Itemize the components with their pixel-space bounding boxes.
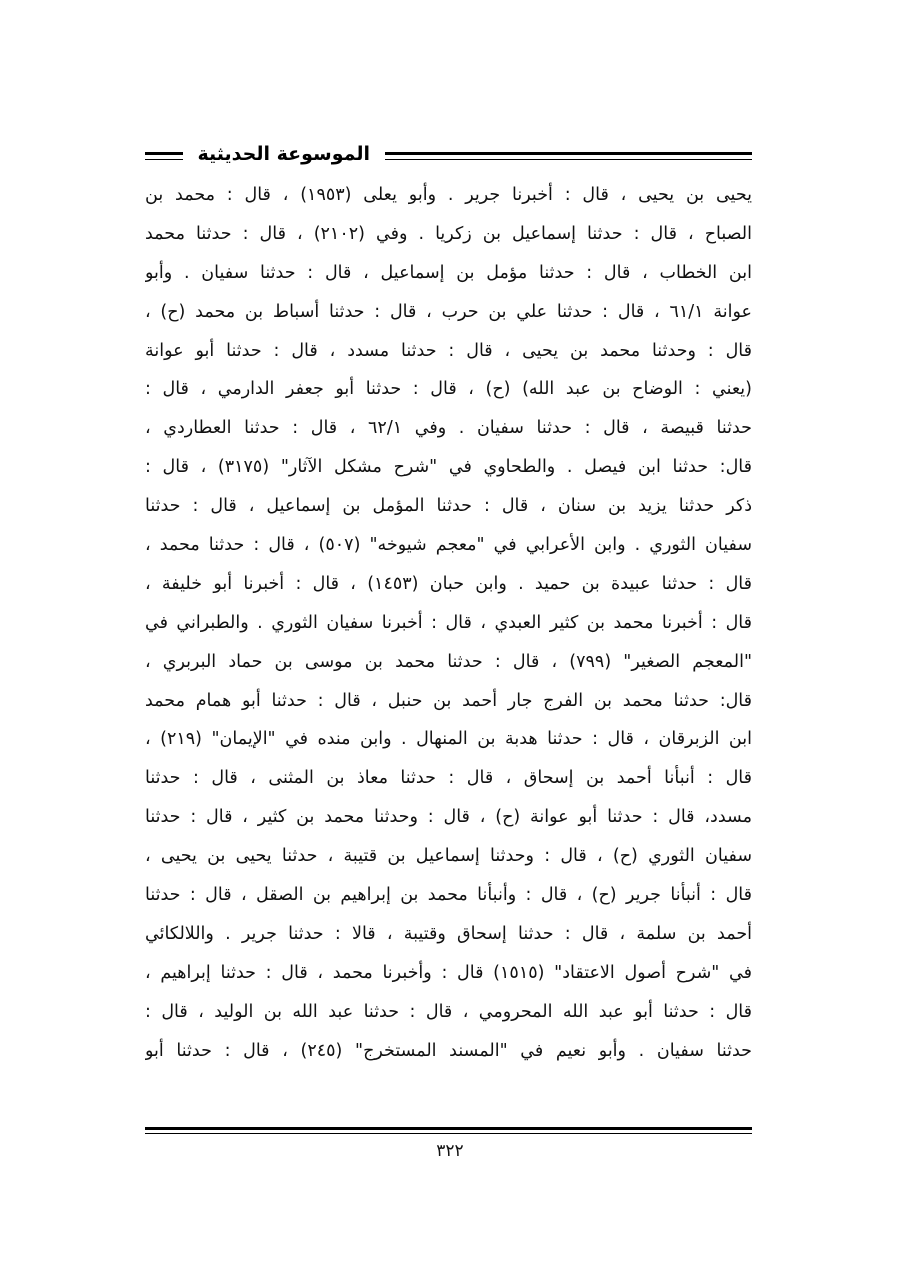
page-number: ٣٢٢ xyxy=(436,1141,464,1161)
text-line: عوانة ٦١/١ ، قال : حدثنا علي بن حرب ، قال : حدثنا أسباط بن محمد (ح) ، xyxy=(145,301,752,322)
text-line: قال : وحدثنا محمد بن يحيى ، قال : حدثنا مسدد ، قال : حدثنا أبو عوانة xyxy=(145,340,752,361)
body-text xyxy=(145,176,752,1070)
header-title: الموسوعة الحديثية xyxy=(197,143,370,165)
running-header xyxy=(145,138,752,174)
text-line: (يعني : الوضاح بن عبد الله) (ح) ، قال : حدثنا أبو جعفر الدارمي ، قال : xyxy=(145,379,752,400)
text-line: ذكر حدثنا يزيد بن سنان ، قال : حدثنا المؤمل بن إسماعيل ، قال : حدثنا xyxy=(145,496,752,517)
text-line: قال: حدثنا ابن فيصل . والطحاوي في "شرح مشكل الآثار" (٣١٧٥) ، قال : xyxy=(145,457,752,478)
text-line: قال: حدثنا محمد بن الفرج جار أحمد بن حنبل ، قال : حدثنا أبو همام محمد xyxy=(145,690,752,711)
text-line: قال : أنبأنا جرير (ح) ، قال : وأنبأنا محمد بن إبراهيم بن الصقل ، قال : حدثنا xyxy=(145,885,752,906)
text-line: سفيان الثوري . وابن الأعرابي في "معجم شيوخه" (٥٠٧) ، قال : حدثنا محمد ، xyxy=(145,535,752,556)
text-line: حدثنا قبيصة ، قال : حدثنا سفيان . وفي ٦٢/١ ، قال : حدثنا العطاردي ، xyxy=(145,418,752,439)
text-line: ابن الخطاب ، قال : حدثنا مؤمل بن إسماعيل ، قال : حدثنا سفيان . وأبو xyxy=(145,262,752,283)
header-rule-right xyxy=(385,152,752,160)
text-line: مسدد، قال : حدثنا أبو عوانة (ح) ، قال : وحدثنا محمد بن كثير ، قال : حدثنا xyxy=(145,807,752,828)
text-line: قال : حدثنا أبو عبد الله المحرومي ، قال : حدثنا عبد الله بن الوليد ، قال : xyxy=(145,1001,752,1022)
text-line: ابن الزبرقان ، قال : حدثنا هدبة بن المنهال . وابن منده في "الإيمان" (٢١٩) ، xyxy=(145,729,752,750)
text-line: سفيان الثوري (ح) ، قال : وحدثنا إسماعيل بن قتيبة ، حدثنا يحيى بن يحيى ، xyxy=(145,846,752,867)
footer-rule xyxy=(145,1127,752,1134)
header-rule-left xyxy=(145,152,183,160)
text-line: الصباح ، قال : حدثنا إسماعيل بن زكريا . وفي (٢١٠٢) ، قال : حدثنا محمد xyxy=(145,223,752,244)
text-line: قال : حدثنا عبيدة بن حميد . وابن حبان (١٤٥٣) ، قال : أخبرنا أبو خليفة ، xyxy=(145,573,752,594)
text-line: "المعجم الصغير" (٧٩٩) ، قال : حدثنا محمد بن موسى بن حماد البربري ، xyxy=(145,651,752,672)
text-line: قال : أنبأنا أحمد بن إسحاق ، قال : حدثنا معاذ بن المثنى ، قال : حدثنا xyxy=(145,768,752,789)
text-line: حدثنا سفيان . وأبو نعيم في "المسند المستخرج" (٢٤٥) ، قال : حدثنا أبو xyxy=(145,1040,752,1061)
text-line: يحيى بن يحيى ، قال : أخبرنا جرير . وأبو يعلى (١٩٥٣) ، قال : محمد بن xyxy=(145,185,752,205)
text-line: قال : أخبرنا محمد بن كثير العبدي ، قال : أخبرنا سفيان الثوري . والطبراني في xyxy=(145,612,752,633)
text-line: أحمد بن سلمة ، قال : حدثنا إسحاق وقتيبة ، قالا : حدثنا جرير . واللالكائي xyxy=(145,923,752,944)
text-line: في "شرح أصول الاعتقاد" (١٥١٥) قال : وأخبرنا محمد ، قال : حدثنا إبراهيم ، xyxy=(145,962,752,983)
